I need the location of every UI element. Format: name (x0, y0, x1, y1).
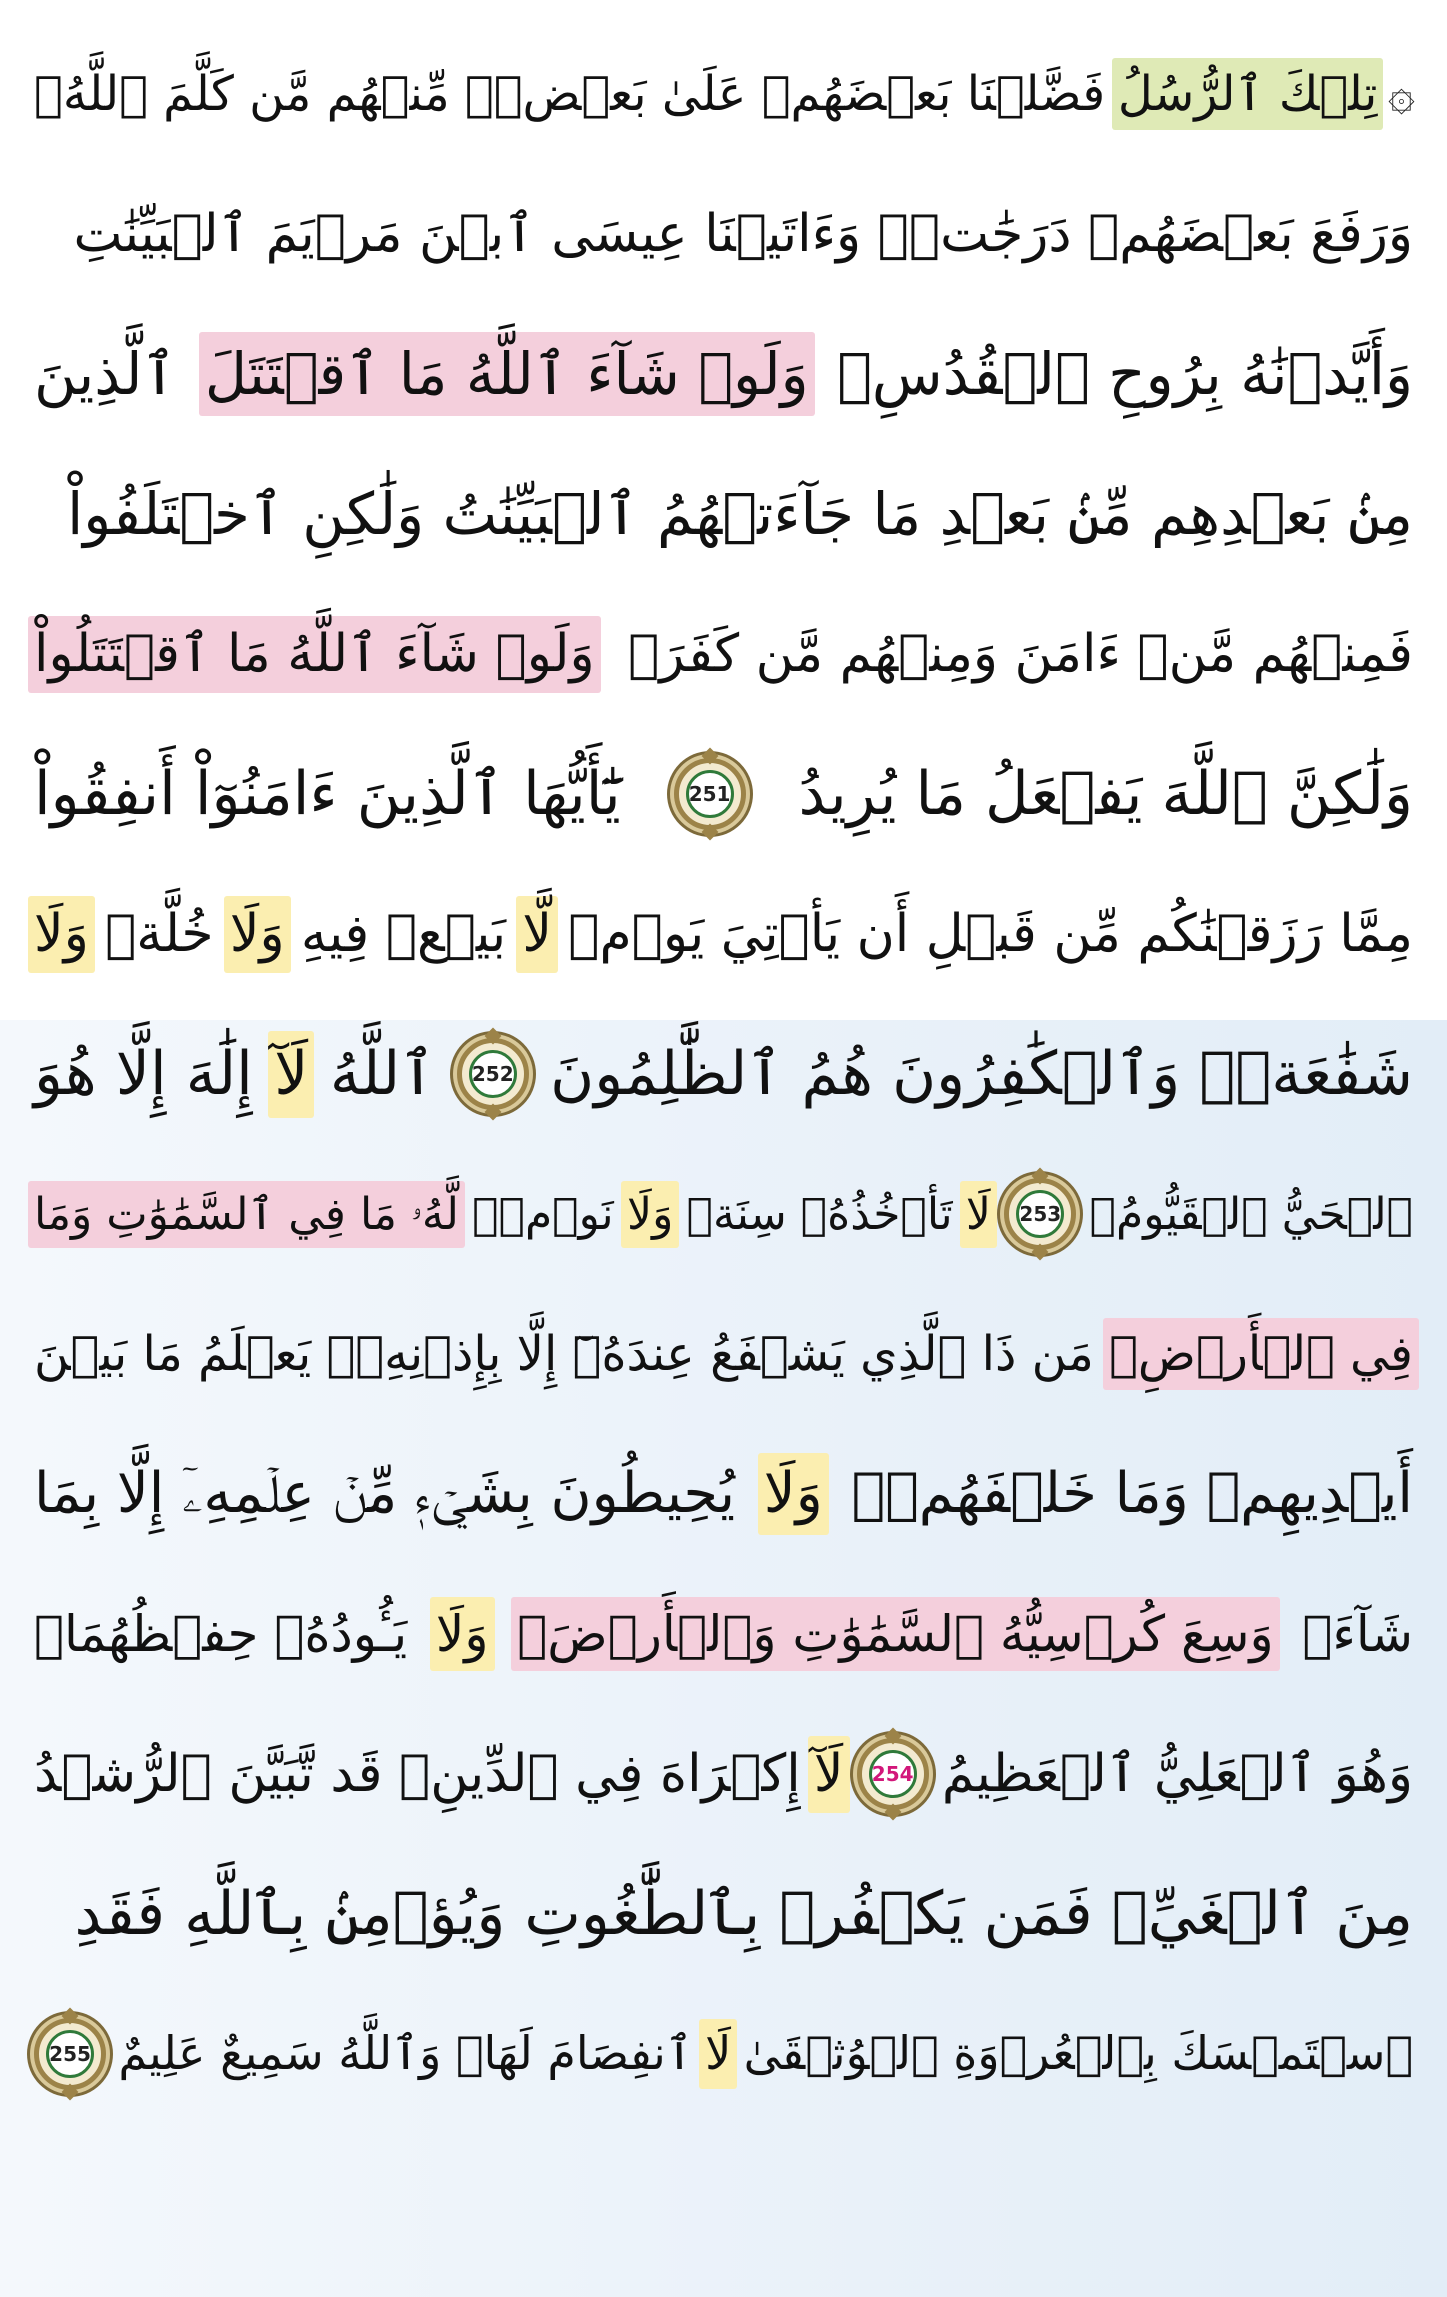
highlighted-phrase: تِلۡكَ ٱلرُّسُلُ (1112, 58, 1384, 130)
verse-line-10 (28, 1288, 1419, 1420)
highlighted-word: لَا (960, 1181, 997, 1248)
verse-number: 252 (471, 1062, 514, 1086)
highlighted-phrase: وَلَوۡ شَآءَ ٱللَّهُ مَا ٱقۡتَتَلُواْ (28, 616, 601, 693)
verse-number-marker[interactable] (851, 1732, 935, 1816)
highlighted-phrase: لَّهُۥ مَا فِي ٱلسَّمَٰوَٰتِ وَمَا (28, 1181, 465, 1248)
verse-number-marker[interactable] (668, 752, 752, 836)
verse-text: يَـُٔودُهُۥ حِفۡظُهُمَاۚ (34, 1604, 408, 1663)
verse-text: مَن ذَا ٱلَّذِي يَشۡفَعُ عِندَهُۥٓ إِلَّا بِإِذۡنِهِۦۚ يَعۡلَمُ مَا بَيۡنَ (34, 1326, 1094, 1382)
verse-text: مِمَّا رَزَقۡنَٰكُم مِّن قَبۡلِ أَن يَأۡتِيَ يَوۡمٞ (568, 903, 1413, 964)
highlighted-word: لَآ (808, 1736, 850, 1813)
verse-text: وَلَٰكِنَّ ٱللَّهَ يَفۡعَلُ مَا يُرِيدُ (798, 758, 1413, 829)
verse-line-3 (28, 308, 1419, 440)
verse-text: تَأۡخُذُهُۥ سِنَةٞ (686, 1188, 953, 1240)
verse-text: يُحِيطُونَ بِشَيۡءٖ مِّنۡ عِلۡمِهِۦٓ إِلَّا بِمَا (34, 1461, 736, 1526)
verse-line-6 (28, 728, 1419, 860)
verse-text: أَيۡدِيهِمۡ وَمَا خَلۡفَهُمۡۖ (851, 1461, 1413, 1526)
verse-number: 254 (871, 1762, 914, 1786)
verse-line-13 (28, 1708, 1419, 1840)
verse-text: وَرَفَعَ بَعۡضَهُمۡ دَرَجَٰتٖۚ وَءَاتَيۡنَا عِيسَى ٱبۡنَ مَرۡيَمَ ٱلۡبَيِّنَٰتِ (73, 203, 1413, 264)
highlighted-word: وَلَا (758, 1453, 829, 1535)
verse-text: ٱلَّذِينَ (34, 339, 177, 408)
verse-number: 251 (688, 782, 731, 806)
highlighted-word: لَآ (268, 1031, 314, 1118)
verse-text: شَآءَۚ (1302, 1604, 1413, 1663)
verse-text: إِكۡرَاهَ فِي ٱلدِّينِۖ قَد تَّبَيَّنَ ٱلرُّشۡدُ (34, 1743, 801, 1804)
verse-line-1 (28, 28, 1419, 160)
verse-text: إِلَٰهَ إِلَّا هُوَ (34, 1038, 253, 1109)
verse-text: شَفَٰعَةٞۗ وَٱلۡكَٰفِرُونَ هُمُ ٱلظَّٰلِمُونَ (550, 1038, 1413, 1109)
highlighted-word: وَلَا (621, 1181, 679, 1248)
highlighted-word: وَلَا (224, 896, 291, 973)
verse-number: 255 (49, 2042, 91, 2066)
verse-text: مِنۢ بَعۡدِهِم مِّنۢ بَعۡدِ مَا جَآءَتۡهُمُ ٱلۡبَيِّنَٰتُ وَلَٰكِنِ ٱخۡتَلَفُواْ (67, 479, 1413, 548)
verse-text: ٱنفِصَامَ لَهَاۗ وَٱللَّهُ سَمِيعٌ عَلِيمٌ (118, 2026, 693, 2081)
highlighted-word: لَّا (516, 896, 558, 973)
verse-line-15 (28, 1988, 1419, 2120)
verse-line-7 (28, 868, 1419, 1000)
verse-number-marker[interactable] (451, 1032, 535, 1116)
highlighted-phrase: وَلَوۡ شَآءَ ٱللَّهُ مَا ٱقۡتَتَلَ (199, 332, 815, 417)
highlighted-word: لَا (699, 2019, 737, 2089)
verse-text: ٱلۡحَيُّ ٱلۡقَيُّومُۚ (1089, 1188, 1413, 1240)
verse-text: يَٰٓأَيُّهَا ٱلَّذِينَ ءَامَنُوٓاْ أَنفِقُواْ (34, 758, 621, 829)
verse-text: فَمِنۡهُم مَّنۡ ءَامَنَ وَمِنۡهُم مَّن كَفَرَۚ (628, 623, 1413, 684)
verse-line-9 (28, 1148, 1419, 1280)
verse-text: فَضَّلۡنَا بَعۡضَهُمۡ عَلَىٰ بَعۡضٖۘ مِّنۡهُم مَّن كَلَّمَ ٱللَّهُۖ (34, 66, 1106, 122)
verse-line-11 (28, 1428, 1419, 1560)
verse-number-marker[interactable] (998, 1172, 1082, 1256)
verse-number-marker[interactable] (28, 2012, 112, 2096)
verse-text: وَأَيَّدۡنَٰهُ بِرُوحِ ٱلۡقُدُسِۗ (837, 339, 1413, 408)
verse-text: خُلَّةٞ (105, 903, 214, 964)
highlighted-phrase: وَسِعَ كُرۡسِيُّهُ ٱلسَّمَٰوَٰتِ وَٱلۡأَرۡضَۖ (511, 1597, 1279, 1672)
highlighted-phrase: فِي ٱلۡأَرۡضِۗ (1103, 1318, 1419, 1390)
highlighted-word: وَلَا (28, 896, 95, 973)
verse-line-4 (28, 448, 1419, 580)
verse-text: مِنَ ٱلۡغَيِّۚ فَمَن يَكۡفُرۡ بِٱلطَّٰغُوتِ وَيُؤۡمِنۢ بِٱللَّهِ فَقَدِ (74, 1878, 1413, 1949)
verse-line-2 (28, 168, 1419, 300)
verse-line-14 (28, 1848, 1419, 1980)
verse-text: ٱسۡتَمۡسَكَ بِٱلۡعُرۡوَةِ ٱلۡوُثۡقَىٰ (743, 2026, 1413, 2081)
verse-number: 253 (1019, 1202, 1062, 1226)
verse-text: وَهُوَ ٱلۡعَلِيُّ ٱلۡعَظِيمُ (941, 1743, 1413, 1804)
rub-el-hizb-icon: ۞ (1388, 66, 1415, 121)
verse-line-8 (28, 1008, 1419, 1140)
verse-line-12 (28, 1568, 1419, 1700)
verse-text: نَوۡمٞۚ (472, 1188, 614, 1240)
verse-text: ٱللَّهُ (329, 1038, 436, 1109)
verse-line-5 (28, 588, 1419, 720)
highlighted-word: وَلَا (430, 1597, 495, 1672)
verse-text: بَيۡعٞ فِيهِ (300, 903, 507, 964)
